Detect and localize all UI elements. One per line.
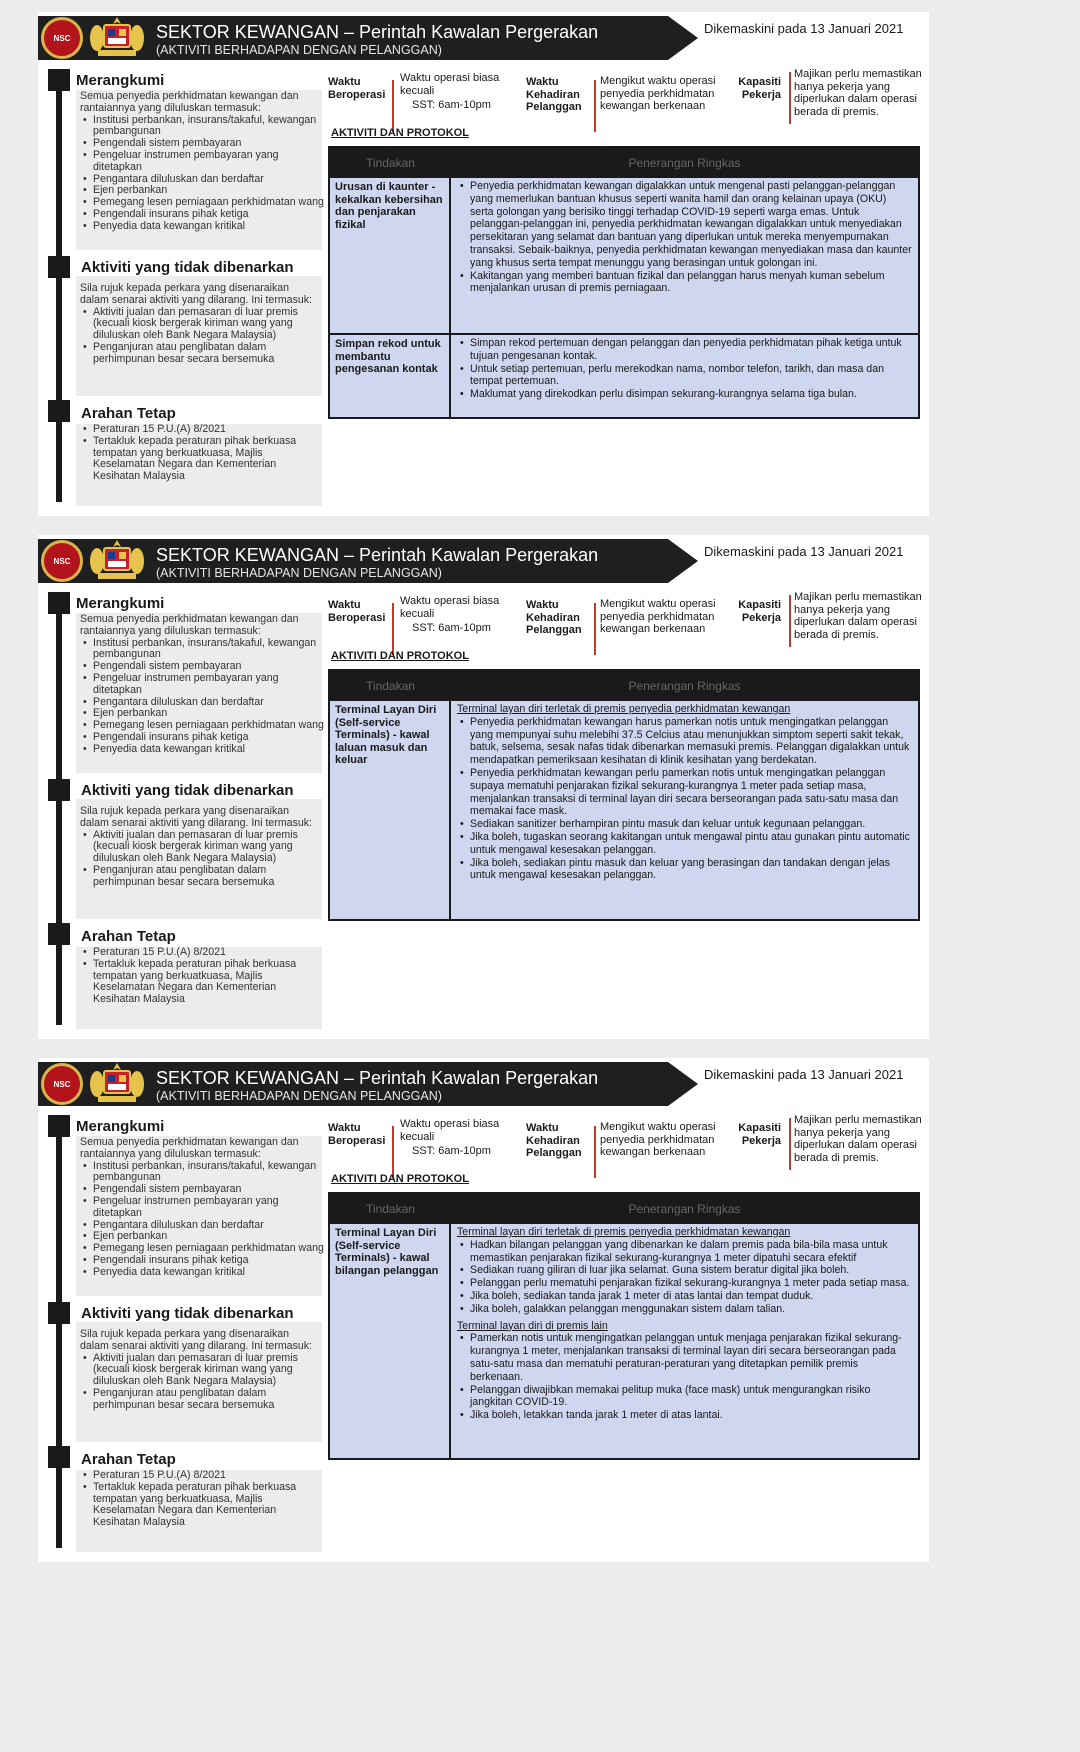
list-item: • Pamerkan notis untuk mengingatkan pelanggan untuk menjaga penjarakan fizikal sekurang-kurangnya 1 meter, menjalankan transaksi di terminal layan diri secara berseorangan pada satu-satu masa dan mematuhi peraturan-peraturan yang ditetapkan pemilik premis berkenaan. xyxy=(457,1332,912,1383)
summary-intro: Semua penyedia perkhidmatan kewangan dan rantaiannya yang diluluskan termasuk: xyxy=(80,1136,299,1160)
page-subtitle: (AKTIVITI BERHADAPAN DENGAN PELANGGAN) xyxy=(156,566,442,580)
list-item: • Institusi perbankan, insurans/takaful, kewangan pembangunan xyxy=(80,1161,325,1185)
capacity-text: Majikan perlu memastikan hanya pekerja yang diperlukan dalam operasi berada di premis. xyxy=(794,1114,922,1164)
header-description: Penerangan Ringkas xyxy=(628,1202,741,1216)
protocol-table xyxy=(328,669,920,921)
list-item: • Jika boleh, tugaskan seorang kakitangan untuk mengawal pintu atau gunakan pintu automatic untuk mengawal kesesakan pelanggan. xyxy=(457,831,912,857)
page-title: SEKTOR KEWANGAN – Perintah Kawalan Pergerakan xyxy=(156,1068,599,1088)
not-allowed-intro: Sila rujuk kepada perkara yang disenaraikan dalam senarai aktiviti yang dilarang. Ini termasuk: xyxy=(80,805,312,829)
nsc-logo: NSC xyxy=(41,540,83,582)
standing-list xyxy=(80,424,318,483)
timeline-line xyxy=(56,72,62,502)
hours-text-main: Waktu operasi biasa kecuali xyxy=(400,1118,500,1143)
list-item: • Pemegang lesen perniagaan perkhidmatan wang xyxy=(80,1243,325,1255)
list-item: • Penyedia perkhidmatan kewangan digalakkan untuk mengenal pasti pelanggan-pelanggan yang memerlukan bantuan khusus seperti wanita hamil dan orang kelainan upaya (OKU) serta golongan yang berisiko tinggi terhadap COVID-19 seperti warga emas. Untuk pelanggan-pelanggan ini, penyedia perkhidmatan kewangan digalakkan untuk menyediakan persekitaran yang selamat dan bantuan yang diperlukan untuk mereka menyempurnakan transaksi. Sebaik-baiknya, penyedia perkhidmatan kewangan menyediakan masa dan kaunter yang khusus serta tempat menunggu yang berasingan untuk golongan ini. xyxy=(457,180,912,270)
capacity-label-text: Kapasiti Pekerja xyxy=(738,1122,781,1147)
hours-label-text: Waktu Beroperasi xyxy=(328,76,386,101)
attend-label xyxy=(526,599,592,637)
divider-bar xyxy=(594,80,596,132)
not-allowed-intro: Sila rujuk kepada perkara yang disenaraikan dalam senarai aktiviti yang dilarang. Ini termasuk: xyxy=(80,282,312,306)
capacity-label xyxy=(735,599,781,624)
action-cell: Urusan di kaunter - kekalkan kebersihan dan penjarakan fizikal xyxy=(330,178,451,333)
header-description: Penerangan Ringkas xyxy=(628,679,741,693)
attend-label xyxy=(526,1122,592,1160)
standing-heading: Arahan Tetap xyxy=(81,928,176,945)
not-allowed-list xyxy=(80,307,315,366)
protocol-title: AKTIVITI DAN PROTOKOL xyxy=(331,127,469,139)
description-list-2 xyxy=(457,1332,912,1422)
description-cell xyxy=(451,1224,918,1458)
list-item: • Pelanggan diwajibkan memakai pelitup muka (face mask) untuk mengurangkan risiko jangkitan COVID-19. xyxy=(457,1384,912,1410)
list-item: • Pengantara diluluskan dan berdaftar xyxy=(80,174,325,186)
attend-text: Mengikut waktu operasi penyedia perkhidmatan kewangan berkenaan xyxy=(600,1121,716,1158)
protocol-table xyxy=(328,146,920,419)
not-allowed-text xyxy=(80,1329,315,1412)
list-item: • Pengantara diluluskan dan berdaftar xyxy=(80,697,325,709)
summary-text xyxy=(80,1137,325,1279)
action-cell: Simpan rekod untuk membantu pengesanan kontak xyxy=(330,335,451,417)
hours-sst: SST: 6am-10pm xyxy=(412,1145,491,1157)
table-row xyxy=(330,178,918,333)
description-list xyxy=(457,1239,912,1316)
page-1 xyxy=(38,12,929,516)
timeline-line xyxy=(56,1118,62,1548)
updated-date: Dikemaskini pada 13 Januari 2021 xyxy=(704,1067,904,1082)
list-item: • Aktiviti jualan dan pemasaran di luar premis (kecuali kiosk bergerak kiriman wang yang diluluskan oleh Bank Negara Malaysia) xyxy=(80,830,315,865)
list-item: • Sediakan ruang giliran di luar jika selamat. Guna sistem beratur digital jika boleh. xyxy=(457,1264,912,1277)
summary-heading: Merangkumi xyxy=(76,1118,165,1135)
list-item: • Peraturan 15 P.U.(A) 8/2021 xyxy=(80,947,318,959)
header-description: Penerangan Ringkas xyxy=(628,156,741,170)
attend-text: Mengikut waktu operasi penyedia perkhidmatan kewangan berkenaan xyxy=(600,75,716,112)
attend-text: Mengikut waktu operasi penyedia perkhidmatan kewangan berkenaan xyxy=(600,598,716,635)
divider-bar xyxy=(594,1126,596,1178)
divider-bar xyxy=(789,1118,791,1170)
capacity-label-text: Kapasiti Pekerja xyxy=(738,599,781,624)
not-allowed-text xyxy=(80,283,315,366)
action-cell: Terminal Layan Diri (Self-service Terminals) - kawal laluan masuk dan keluar xyxy=(330,701,451,919)
list-item: • Institusi perbankan, insurans/takaful, kewangan pembangunan xyxy=(80,638,325,662)
list-item: • Jika boleh, letakkan tanda jarak 1 meter di atas lantai. xyxy=(457,1409,912,1422)
list-item: • Penyedia perkhidmatan kewangan harus pamerkan notis untuk mengingatkan pelanggan yang mempunyai suhu melebihi 37.5 Celcius atau menunjukkan simptom seperti sakit tekak, batuk, selsema, sesak nafas tidak dibenarkan memasuki premis. Pelanggan digalakkan untuk mendapatkan pemeriksaan kesihatan di klinik kesihatan yang berdekatan. xyxy=(457,716,912,767)
list-item: • Pengeluar instrumen pembayaran yang ditetapkan xyxy=(80,673,325,697)
divider-bar xyxy=(392,80,394,132)
timeline-marker xyxy=(48,779,70,801)
page-subtitle: (AKTIVITI BERHADAPAN DENGAN PELANGGAN) xyxy=(156,1089,442,1103)
list-item: • Pengendali insurans pihak ketiga xyxy=(80,1255,325,1267)
description-subtitle: Terminal layan diri terletak di premis penyedia perkhidmatan kewangan xyxy=(457,1226,791,1238)
updated-date: Dikemaskini pada 13 Januari 2021 xyxy=(704,21,904,36)
divider-bar xyxy=(392,603,394,655)
list-item: • Tertakluk kepada peraturan pihak berkuasa tempatan yang berkuatkuasa, Majlis Keselamatan Negara dan Kementerian Kesihatan Malaysia xyxy=(80,436,318,483)
description-list xyxy=(457,180,912,295)
list-item: • Maklumat yang direkodkan perlu disimpan sekurang-kurangnya selama tiga bulan. xyxy=(457,388,912,401)
protocol-title: AKTIVITI DAN PROTOKOL xyxy=(331,1173,469,1185)
not-allowed-text xyxy=(80,806,315,889)
table-row xyxy=(330,701,918,919)
summary-list xyxy=(80,638,325,756)
protocol-table xyxy=(328,1192,920,1460)
capacity-label xyxy=(735,76,781,101)
standing-heading: Arahan Tetap xyxy=(81,405,176,422)
list-item: • Tertakluk kepada peraturan pihak berkuasa tempatan yang berkuatkuasa, Majlis Keselamatan Negara dan Kementerian Kesihatan Malaysia xyxy=(80,1482,318,1529)
hours-label xyxy=(328,76,386,101)
jata-negara-logo xyxy=(88,1060,146,1106)
summary-text xyxy=(80,91,325,233)
description-subtitle-2: Terminal layan diri di premis lain xyxy=(457,1319,608,1332)
summary-heading: Merangkumi xyxy=(76,72,165,89)
list-item: • Penyedia data kewangan kritikal xyxy=(80,1267,325,1279)
summary-heading: Merangkumi xyxy=(76,595,165,612)
list-item: • Sediakan sanitizer berhampiran pintu masuk dan keluar untuk kegunaan pelanggan. xyxy=(457,818,912,831)
standing-text xyxy=(80,1470,318,1529)
description-subtitle: Terminal layan diri terletak di premis penyedia perkhidmatan kewangan xyxy=(457,703,791,715)
description-cell xyxy=(451,178,918,333)
list-item: • Peraturan 15 P.U.(A) 8/2021 xyxy=(80,1470,318,1482)
hours-label xyxy=(328,599,386,624)
list-item: • Aktiviti jualan dan pemasaran di luar premis (kecuali kiosk bergerak kiriman wang yang diluluskan oleh Bank Negara Malaysia) xyxy=(80,1353,315,1388)
summary-list xyxy=(80,115,325,233)
list-item: • Pengendali sistem pembayaran xyxy=(80,1184,325,1196)
list-item: • Tertakluk kepada peraturan pihak berkuasa tempatan yang berkuatkuasa, Majlis Keselamatan Negara dan Kementerian Kesihatan Malaysia xyxy=(80,959,318,1006)
list-item: • Untuk setiap pertemuan, perlu merekodkan nama, nombor telefon, tarikh, dan masa dan tempat pertemuan. xyxy=(457,363,912,389)
header-action: Tindakan xyxy=(366,1202,415,1216)
summary-intro: Semua penyedia perkhidmatan kewangan dan rantaiannya yang diluluskan termasuk: xyxy=(80,90,299,114)
list-item: • Pemegang lesen perniagaan perkhidmatan wang xyxy=(80,197,325,209)
description-cell xyxy=(451,335,918,417)
not-allowed-heading: Aktiviti yang tidak dibenarkan xyxy=(81,782,294,799)
attend-label-text: Waktu Kehadiran Pelanggan xyxy=(526,1122,582,1159)
hours-label-text: Waktu Beroperasi xyxy=(328,599,386,624)
timeline-marker xyxy=(48,1302,70,1324)
table-header xyxy=(330,671,918,701)
summary-list xyxy=(80,1161,325,1279)
updated-date: Dikemaskini pada 13 Januari 2021 xyxy=(704,544,904,559)
not-allowed-list xyxy=(80,1353,315,1412)
standing-list xyxy=(80,947,318,1006)
capacity-text: Majikan perlu memastikan hanya pekerja yang diperlukan dalam operasi berada di premis. xyxy=(794,68,922,118)
attend-label-text: Waktu Kehadiran Pelanggan xyxy=(526,599,582,636)
list-item: • Peraturan 15 P.U.(A) 8/2021 xyxy=(80,424,318,436)
timeline-marker xyxy=(48,923,70,945)
standing-list xyxy=(80,1470,318,1529)
hours-text xyxy=(400,595,518,635)
list-item: • Institusi perbankan, insurans/takaful, kewangan pembangunan xyxy=(80,115,325,139)
list-item: • Penyedia perkhidmatan kewangan perlu pamerkan notis untuk mengingatkan pelanggan supaya mematuhi penjarakan fizikal sekurang-kurangnya 1 meter pada setiap masa, menjalankan transaksi di terminal layan diri secara berseorangan pada satu-satu masa dan memakai face mask. xyxy=(457,767,912,818)
description-list xyxy=(457,716,912,882)
hours-sst: SST: 6am-10pm xyxy=(412,622,491,634)
table-header xyxy=(330,1194,918,1224)
hours-text-main: Waktu operasi biasa kecuali xyxy=(400,72,500,97)
header-action: Tindakan xyxy=(366,156,415,170)
divider-bar xyxy=(594,603,596,655)
attend-label xyxy=(526,76,592,114)
list-item: • Jika boleh, sediakan pintu masuk dan keluar yang berasingan dan tandakan dengan jelas untuk mengawal kesesakan pelanggan. xyxy=(457,857,912,883)
list-item: • Hadkan bilangan pelanggan yang dibenarkan ke dalam premis pada bila-bila masa untuk memastikan penjarakan fizikal sekurang-kurangnya 1 meter dipatuhi secara efektif xyxy=(457,1239,912,1265)
description-list xyxy=(457,337,912,401)
list-item: • Pengendali insurans pihak ketiga xyxy=(80,732,325,744)
timeline-marker xyxy=(48,1446,70,1468)
not-allowed-list xyxy=(80,830,315,889)
timeline-marker xyxy=(48,592,70,614)
attend-label-text: Waktu Kehadiran Pelanggan xyxy=(526,76,582,113)
list-item: • Aktiviti jualan dan pemasaran di luar premis (kecuali kiosk bergerak kiriman wang yang diluluskan oleh Bank Negara Malaysia) xyxy=(80,307,315,342)
protocol-title: AKTIVITI DAN PROTOKOL xyxy=(331,650,469,662)
standing-heading: Arahan Tetap xyxy=(81,1451,176,1468)
table-row xyxy=(330,333,918,417)
jata-negara-logo xyxy=(88,14,146,60)
hours-label xyxy=(328,1122,386,1147)
page-subtitle: (AKTIVITI BERHADAPAN DENGAN PELANGGAN) xyxy=(156,43,442,57)
nsc-logo: NSC xyxy=(41,1063,83,1105)
list-item: • Jika boleh, sediakan tanda jarak 1 meter di atas lantai dan tempat duduk. xyxy=(457,1290,912,1303)
not-allowed-intro: Sila rujuk kepada perkara yang disenaraikan dalam senarai aktiviti yang dilarang. Ini termasuk: xyxy=(80,1328,312,1352)
divider-bar xyxy=(392,1126,394,1178)
not-allowed-heading: Aktiviti yang tidak dibenarkan xyxy=(81,259,294,276)
nsc-logo: NSC xyxy=(41,17,83,59)
list-item: • Pengendali sistem pembayaran xyxy=(80,138,325,150)
description-cell xyxy=(451,701,918,919)
list-item: • Jika boleh, galakkan pelanggan menggunakan sistem dalam talian. xyxy=(457,1303,912,1316)
timeline-marker xyxy=(48,69,70,91)
list-item: • Kakitangan yang memberi bantuan fizikal dan pelanggan harus menyah kuman sebelum menjalankan urusan di premis perniagaan. xyxy=(457,270,912,296)
capacity-text: Majikan perlu memastikan hanya pekerja yang diperlukan dalam operasi berada di premis. xyxy=(794,591,922,641)
list-item: • Penganjuran atau penglibatan dalam perhimpunan besar secara bersemuka xyxy=(80,342,315,366)
hours-label-text: Waktu Beroperasi xyxy=(328,1122,386,1147)
capacity-label-text: Kapasiti Pekerja xyxy=(738,76,781,101)
list-item: • Penganjuran atau penglibatan dalam perhimpunan besar secara bersemuka xyxy=(80,1388,315,1412)
list-item: • Pengendali insurans pihak ketiga xyxy=(80,209,325,221)
not-allowed-heading: Aktiviti yang tidak dibenarkan xyxy=(81,1305,294,1322)
hours-text-main: Waktu operasi biasa kecuali xyxy=(400,595,500,620)
divider-bar xyxy=(789,595,791,647)
action-cell: Terminal Layan Diri (Self-service Terminals) - kawal bilangan pelanggan xyxy=(330,1224,451,1458)
standing-text xyxy=(80,424,318,483)
timeline-line xyxy=(56,595,62,1025)
page-3 xyxy=(38,1058,929,1562)
list-item: • Simpan rekod pertemuan dengan pelanggan dan penyedia perkhidmatan pihak ketiga untuk tujuan pengesanan kontak. xyxy=(457,337,912,363)
list-item: • Ejen perbankan xyxy=(80,185,325,197)
page-title: SEKTOR KEWANGAN – Perintah Kawalan Pergerakan xyxy=(156,22,599,42)
hours-text xyxy=(400,1118,518,1158)
list-item: • Pengeluar instrumen pembayaran yang ditetapkan xyxy=(80,150,325,174)
list-item: • Pelanggan perlu mematuhi penjarakan fizikal sekurang-kurangnya 1 meter pada setiap masa. xyxy=(457,1277,912,1290)
list-item: • Pengantara diluluskan dan berdaftar xyxy=(80,1220,325,1232)
capacity-label xyxy=(735,1122,781,1147)
header-action: Tindakan xyxy=(366,679,415,693)
timeline-marker xyxy=(48,256,70,278)
list-item: • Penyedia data kewangan kritikal xyxy=(80,744,325,756)
timeline-marker xyxy=(48,1115,70,1137)
jata-negara-logo xyxy=(88,537,146,583)
list-item: • Penyedia data kewangan kritikal xyxy=(80,221,325,233)
list-item: • Ejen perbankan xyxy=(80,1231,325,1243)
divider-bar xyxy=(789,72,791,124)
list-item: • Pemegang lesen perniagaan perkhidmatan wang xyxy=(80,720,325,732)
hours-sst: SST: 6am-10pm xyxy=(412,99,491,111)
standing-text xyxy=(80,947,318,1006)
list-item: • Ejen perbankan xyxy=(80,708,325,720)
list-item: • Penganjuran atau penglibatan dalam perhimpunan besar secara bersemuka xyxy=(80,865,315,889)
summary-intro: Semua penyedia perkhidmatan kewangan dan rantaiannya yang diluluskan termasuk: xyxy=(80,613,299,637)
page-2 xyxy=(38,535,929,1039)
list-item: • Pengendali sistem pembayaran xyxy=(80,661,325,673)
table-header xyxy=(330,148,918,178)
summary-text xyxy=(80,614,325,756)
hours-text xyxy=(400,72,518,112)
page-title: SEKTOR KEWANGAN – Perintah Kawalan Pergerakan xyxy=(156,545,599,565)
timeline-marker xyxy=(48,400,70,422)
list-item: • Pengeluar instrumen pembayaran yang ditetapkan xyxy=(80,1196,325,1220)
table-row xyxy=(330,1224,918,1458)
